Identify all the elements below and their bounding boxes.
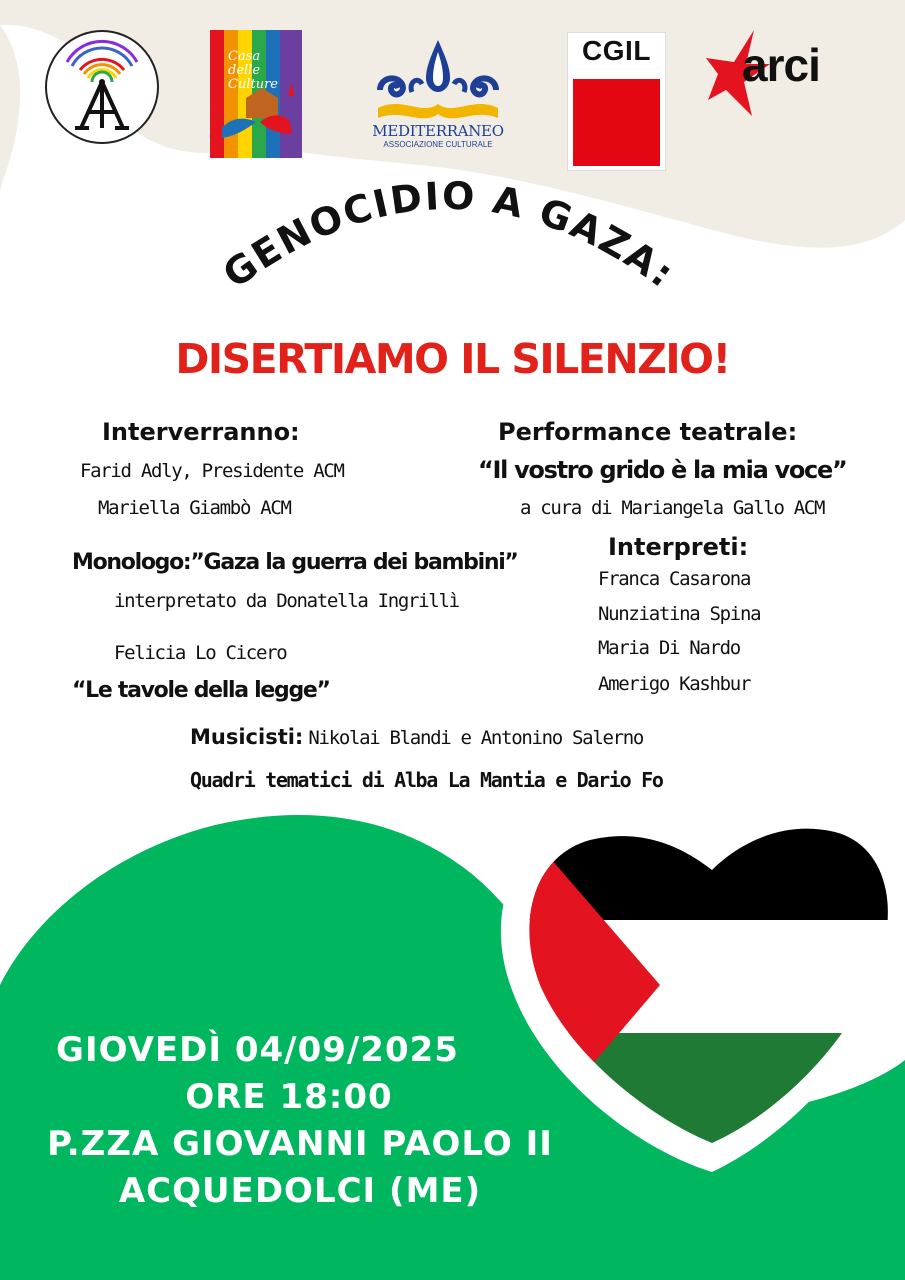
arci-text: arci (742, 39, 820, 91)
cgil-text: CGIL (582, 35, 651, 66)
interpreter-2: Nunziatina Spina (598, 603, 761, 625)
event-date: GIOVEDÌ 04/09/2025 (56, 1030, 459, 1070)
musicians-label: Musicisti: (190, 725, 304, 749)
speakers-heading: Interverranno: (102, 418, 300, 446)
paintings-credit: Quadri tematici di Alba La Mantia e Dario Fo (190, 768, 663, 792)
mediterraneo-name: MEDITERRANEO (372, 122, 504, 140)
event-city: ACQUEDOLCI (ME) (118, 1171, 482, 1211)
interpreter-1: Franca Casarona (598, 568, 751, 590)
interpreters-heading: Interpreti: (608, 533, 749, 561)
performance-by: a cura di Mariangela Gallo ACM (520, 497, 825, 519)
event-time: ORE 18:00 (185, 1077, 393, 1117)
speaker-1: Farid Adly, Presidente ACM (80, 460, 344, 482)
casa-culture-text: Casa delle Culture (228, 49, 278, 92)
subtitle: DISERTIAMO IL SILENZIO! (175, 335, 730, 383)
monologue-title: Monologo:”Gaza la guerra dei bambini” (72, 550, 518, 575)
musicians-names: Nikolai Blandi e Antonino Salerno (308, 727, 644, 749)
speaker-2: Mariella Giambò ACM (98, 497, 291, 519)
felicia-work: “Le tavole della legge” (72, 678, 330, 703)
musicians-line (190, 725, 643, 749)
interpreter-3: Maria Di Nardo (598, 637, 740, 659)
performance-work: “Il vostro grido è la mia voce” (478, 456, 847, 484)
title-text: GENOCIDIO A GAZA: (214, 173, 684, 297)
interpreter-4: Amerigo Kashbur (598, 673, 751, 695)
mediterraneo-sub: ASSOCIAZIONE CULTURALE (383, 140, 493, 149)
event-place: P.ZZA GIOVANNI PAOLO II (47, 1124, 553, 1164)
monologue-by: interpretato da Donatella Ingrillì (114, 590, 459, 612)
svg-text:GENOCIDIO A GAZA: (215, 174, 683, 297)
performance-heading: Performance teatrale: (498, 418, 798, 446)
felicia-name: Felicia Lo Cicero (114, 642, 287, 664)
